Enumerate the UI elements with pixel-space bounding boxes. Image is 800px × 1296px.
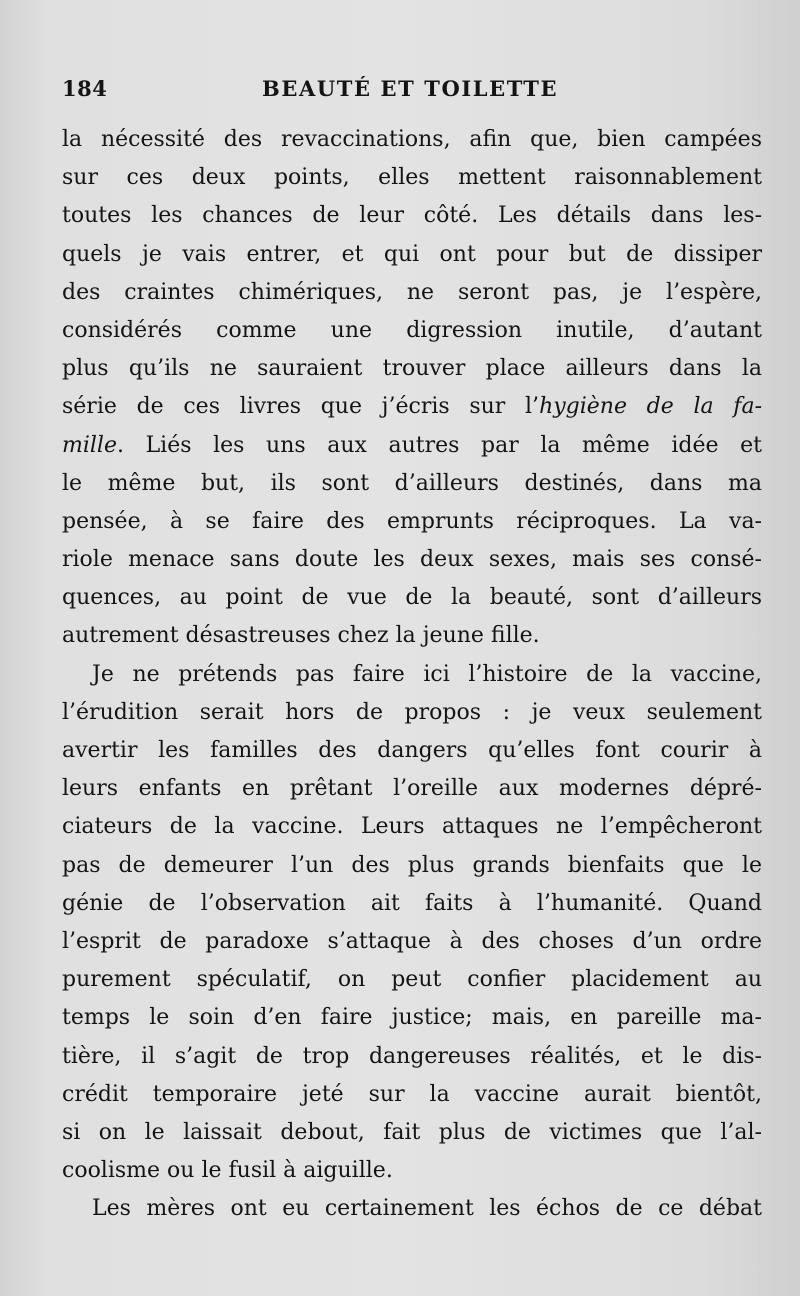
line-text: pas de demeurer l’un des plus grands bienfaits que le [62,852,762,878]
line-text: ciateurs de la vaccine. Leurs attaques ne l’empêcheront [62,814,762,840]
text-line [62,274,762,312]
text-line [62,694,762,732]
text-line [62,1190,762,1228]
text-line [62,312,762,350]
text-line [62,541,762,579]
line-text: génie de l’observation ait faits à l’humanité. Quand [62,890,762,916]
line-text: . Liés les uns aux autres par la même idée et [117,432,762,458]
text-line [62,503,762,541]
line-text: temps le soin d’en faire justice; mais, en pareille ma- [62,1005,762,1031]
text-line [62,1114,762,1152]
text-line [62,579,762,617]
line-text: autrement désastreuses chez la jeune fille. [62,623,540,649]
line-text: quences, au point de vue de la beauté, sont d’ailleurs [62,585,762,611]
text-line [62,808,762,846]
text-line [62,350,762,388]
running-title: BEAUTÉ ET TOILETTE [262,76,559,101]
line-text: pensée, à se faire des emprunts réciproques. La va- [62,508,762,534]
text-line [62,617,762,655]
text-line [62,1152,762,1190]
line-text: le même but, ils sont d’ailleurs destinés, dans ma [62,470,762,496]
italic-text: mille [62,432,117,458]
text-line [62,236,762,274]
text-line [62,159,762,197]
italic-text: hygiène de la fa- [539,394,763,420]
text-line [62,121,762,159]
line-text: crédit temporaire jeté sur la vaccine aurait bientôt, [62,1081,762,1107]
text-line [62,197,762,235]
text-line [62,388,762,426]
line-text: Les mères ont eu certainement les échos de ce débat [92,1196,762,1222]
line-text: purement spéculatif, on peut confier placidement au [62,967,762,993]
line-text: coolisme ou le fusil à aiguille. [62,1158,393,1184]
line-text: riole menace sans doute les deux sexes, mais ses consé- [62,547,762,573]
line-text: si on le laissait debout, fait plus de victimes que l’al- [62,1119,762,1145]
text-line [62,1076,762,1114]
line-text: sur ces deux points, elles mettent raisonnablement [62,165,762,191]
page-number: 184 [62,76,108,101]
line-text: considérés comme une digression inutile, d’autant [62,317,762,343]
running-head [62,76,762,106]
line-text: quels je vais entrer, et qui ont pour but de dissiper [62,241,762,267]
text-line [62,770,762,808]
line-text: la nécessité des revaccinations, afin que, bien campées [62,127,762,152]
line-text: leurs enfants en prêtant l’oreille aux modernes dépré- [62,776,762,802]
text-line [62,1038,762,1076]
text-line [62,656,762,694]
text-line [62,961,762,999]
text-line [62,923,762,961]
text-line [62,427,762,465]
body-text [62,121,762,1228]
line-text: l’érudition serait hors de propos : je veux seulement [62,699,762,725]
line-text: des craintes chimériques, ne seront pas, je l’espère, [62,279,762,305]
text-line [62,732,762,770]
line-text: plus qu’ils ne sauraient trouver place ailleurs dans la [62,356,762,382]
line-text: toutes les chances de leur côté. Les détails dans les- [62,203,762,229]
line-text: l’esprit de paradoxe s’attaque à des choses d’un ordre [62,928,762,954]
line-text: avertir les familles des dangers qu’elles font courir à [62,738,762,763]
text-line [62,847,762,885]
text-line [62,465,762,503]
line-text: tière, il s’agit de trop dangereuses réalités, et le dis- [62,1043,762,1069]
line-text: série de ces livres que j’écris sur l’ [62,394,540,420]
text-line [62,999,762,1037]
line-text: Je ne prétends pas faire ici l’histoire de la vaccine, [92,661,762,687]
text-line [62,885,762,923]
